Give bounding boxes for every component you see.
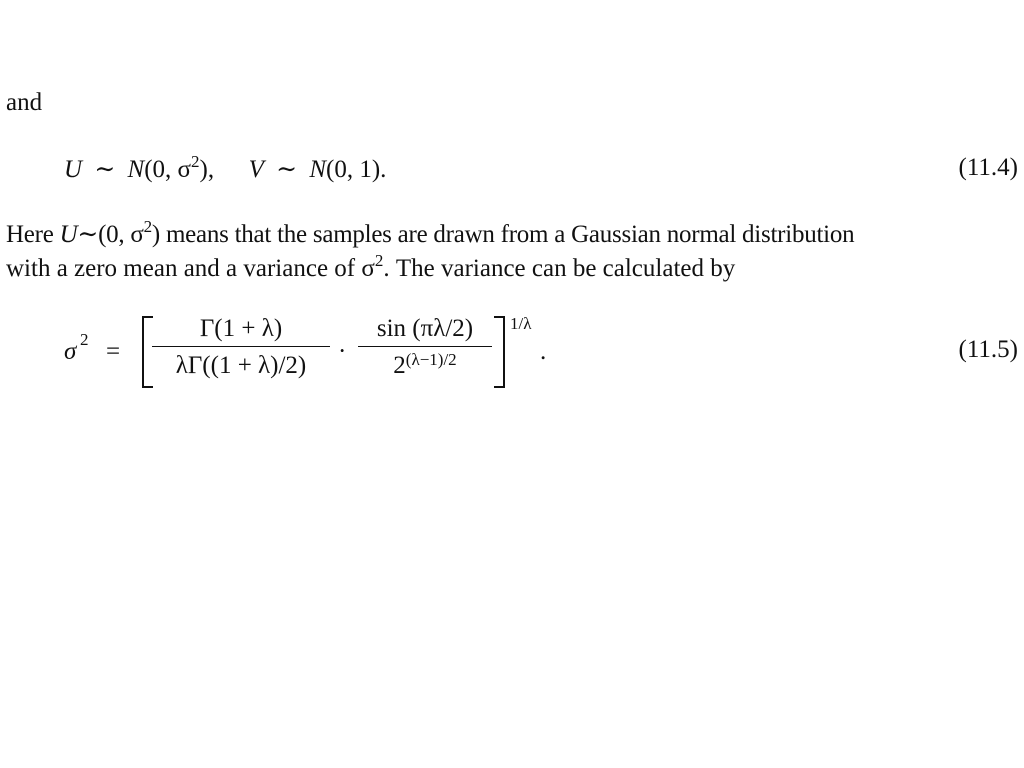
equation-11-5 [64, 312, 584, 392]
power-base: 2 [393, 352, 406, 379]
exponent: 2 [143, 217, 152, 236]
dot-operator: · [338, 338, 347, 365]
eq-lhs-sigma: σ [64, 338, 77, 365]
paragraph-line [6, 251, 736, 283]
equation-11-4 [64, 154, 386, 184]
var-u: U [59, 221, 78, 248]
fraction-sine [358, 316, 492, 378]
paragraph-line [6, 219, 854, 249]
equation-number: (11.4) [958, 154, 1018, 181]
dist-args: (0, σ [144, 156, 192, 183]
text-run: . The variance can be calculated by [383, 255, 736, 282]
dist-args-close: ), [199, 156, 215, 183]
fraction-denominator [358, 347, 492, 378]
period: . [540, 338, 547, 365]
outer-exponent: 1/λ [510, 314, 532, 333]
dist-name-n: N [127, 156, 145, 183]
text-run: with a zero mean and a variance of σ [6, 255, 375, 282]
right-bracket [494, 316, 505, 388]
eq-var-v: V [248, 156, 264, 183]
dist-name-n: N [309, 156, 327, 183]
text-run: ) means that the samples are drawn from a Gaussian normal distribution [151, 221, 855, 248]
sim-symbol: ∼ [276, 156, 298, 183]
dist-args: (0, 1). [326, 156, 387, 183]
sim-symbol: ∼ [94, 156, 116, 183]
text-run: Here [6, 221, 60, 248]
fraction-gamma [152, 316, 330, 378]
equation-number: (11.5) [958, 336, 1018, 363]
exponent: (λ−1)/2 [405, 350, 457, 369]
exponent: 2 [191, 152, 200, 171]
exponent: 2 [374, 251, 384, 270]
text-run: ∼(0, σ [77, 221, 144, 248]
equals-sign: = [106, 338, 121, 365]
intro-word: and [6, 89, 43, 116]
eq-var-u: U [64, 156, 83, 183]
fraction-numerator: sin (πλ/2) [376, 315, 474, 342]
fraction-denominator: λΓ((1 + λ)/2) [175, 352, 307, 379]
fraction-numerator: Γ(1 + λ) [199, 315, 283, 342]
exponent: 2 [80, 330, 89, 349]
